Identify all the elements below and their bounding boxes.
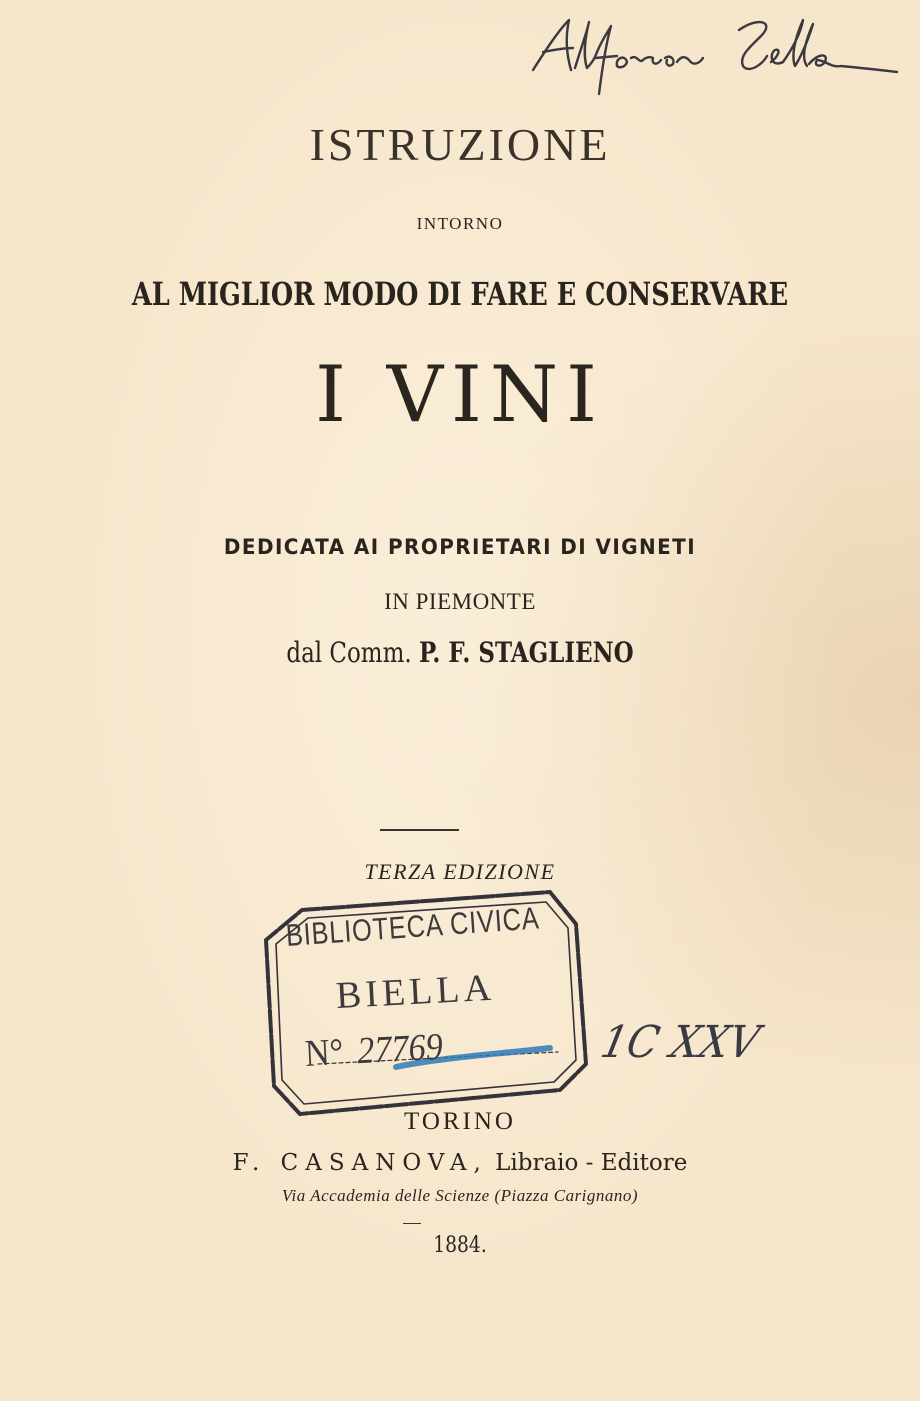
stamp-city: BIELLA bbox=[334, 966, 496, 1017]
author-prefix: dal Comm. bbox=[286, 636, 412, 669]
stamp-number-value: 27769 bbox=[356, 1025, 444, 1073]
short-rule bbox=[403, 1223, 421, 1224]
edition-line: TERZA EDIZIONE bbox=[364, 859, 556, 884]
stamp-number bbox=[304, 1025, 444, 1076]
stamp-library-name: BIBLIOTECA CIVICA bbox=[284, 900, 541, 953]
publisher-role: Libraio - Editore bbox=[495, 1150, 688, 1176]
publisher-address: Via Accademia delle Scienze (Piazza Carignano) bbox=[281, 1186, 639, 1205]
publication-year: 1884. bbox=[433, 1233, 487, 1258]
publisher-name: F. CASANOVA, bbox=[232, 1150, 488, 1176]
shelf-mark: 1C XXV bbox=[596, 1017, 764, 1068]
book-subtitle: AL MIGLIOR MODO DI FARE E CONSERVARE bbox=[131, 275, 789, 313]
intro-word: INTORNO bbox=[416, 214, 504, 233]
dedication-line: DEDICATA AI PROPRIETARI DI VIGNETI bbox=[223, 535, 697, 559]
divider-rule bbox=[380, 829, 459, 831]
author-name: P. F. STAGLIENO bbox=[418, 636, 634, 669]
main-title: I VINI bbox=[315, 350, 605, 440]
author-line bbox=[83, 636, 837, 669]
stamp-number-label: N° bbox=[303, 1031, 345, 1075]
region-line: IN PIEMONTE bbox=[384, 589, 536, 614]
book-title: ISTRUZIONE bbox=[309, 119, 611, 170]
publisher-line bbox=[0, 1150, 920, 1176]
publication-city: TORINO bbox=[404, 1108, 516, 1135]
handwritten-signature bbox=[525, 8, 905, 98]
